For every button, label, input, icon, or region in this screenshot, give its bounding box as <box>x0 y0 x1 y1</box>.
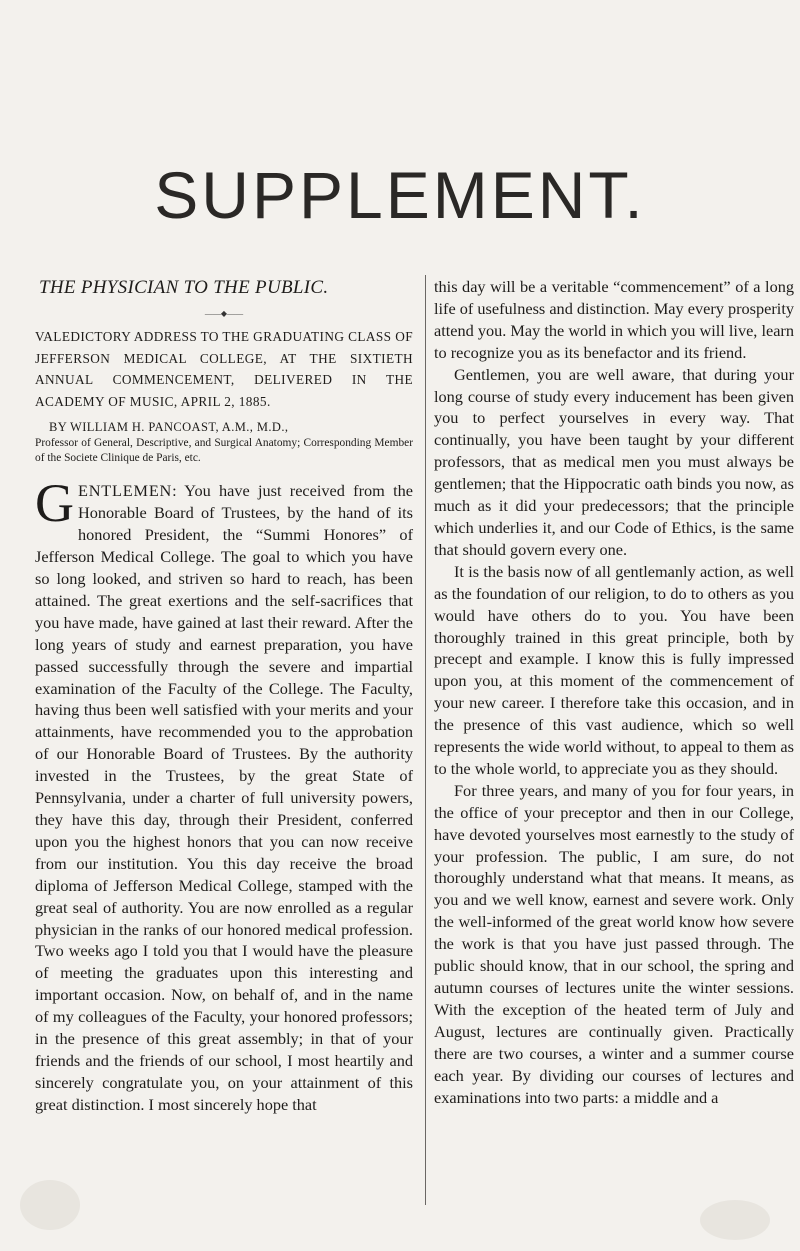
lead-word: ENTLEMEN <box>78 481 173 501</box>
left-column <box>35 276 413 1116</box>
column-divider <box>425 275 426 1205</box>
address-occasion: VALEDICTORY ADDRESS TO THE GRADUATING CLASS OF JEFFERSON MEDICAL COLLEGE, AT THE SIXTIETH ANNUAL COMMENCEMENT, DELIVERED IN THE ACADEMY OF MUSIC, APRIL 2, 1885. <box>35 329 413 409</box>
paper-stain <box>20 1180 80 1230</box>
author-affiliation: Professor of General, Descriptive, and Surgical Anatomy; Corresponding Member of the Societe Clinique de Paris, etc. <box>35 437 413 465</box>
paragraph-golden-rule: It is the basis now of all gentlemanly action, as well as the foundation of our religion, to do to others as you would have others do to you. You have been thoroughly trained in this great principle, both by precept and example. I know this is fully impressed upon you, at this moment of the commencement of your new career. I therefore take this occasion, and in the presence of this vast audience, which so well represents the wide world without, to appeal to them as to the whole world, to appreciate you as they should. <box>434 561 794 778</box>
author-byline: BY WILLIAM H. PANCOAST, A.M., M.D., <box>49 420 289 435</box>
paragraph-study-years: For three years, and many of you for four years, in the office of your preceptor and then in our College, have devoted yourselves most earnestly to the study of your profession. The public, I am sure, do not thoroughly understand what that means. It means, as you and we well know, earnest and severe work. Only the well-informed of the great world know how severe the work is that you have just passed through. The public should know, that in our school, the spring and autumn courses of lectures unite the winter sessions. With the exception of the heated term of July and August, lectures are continually given. Practically there are two courses, a winter and a summer course each year. By dividing our courses of lectures and examinations into two parts: a middle and a <box>434 780 794 1107</box>
paragraph-continuation: this day will be a veritable “commencement” of a long life of usefulness and distinction. May every prosperity attend you. May the world in which you will live, learn to recognize you as its benefactor and its friend. <box>434 277 794 362</box>
paper-stain <box>700 1200 770 1240</box>
drop-cap-letter: G <box>35 473 74 534</box>
article-title: THE PHYSICIAN TO THE PUBLIC. <box>39 277 329 298</box>
paragraph-ethics: Gentlemen, you are well aware, that during your long course of study every inducement has been given you to perfect yourselves in every way. That continually, you have been taught by your different professors, that as medical men you must always be gentlemen; that the Hippocratic oath binds you now, as much as it did your predecessors; that the principle which underlies it, and our Code of Ethics, is the same that should govern every one. <box>434 364 794 559</box>
right-column <box>434 276 794 1108</box>
opening-paragraph <box>35 473 413 1115</box>
title-ornament: ——◆—— <box>204 309 244 318</box>
opening-paragraph-text: : You have just received from the Honorable Board of Trustees, by the hand of its honored President, the “Summi Honores” of Jefferson Medical College. The goal to which you have so long looked, and striven so hard to reach, has been attained. The great exertions and the self-sacrifices that you have made, have gained at last their reward. After the long years of study and earnest preparation, you have passed successfully through the severe and impartial examination of the Faculty of the College. The Faculty, having thus been well satisfied with your merits and your attainments, have recommended you to the approbation of our Honorable Board of Trustees. By the authority invested in the Trustees, by the great State of Pennsylvania, under a charter of full university powers, they have this day, through their President, conferred upon you the highest honors that you can now receive from our institution. You this day receive the broad diploma of Jefferson Medical College, stamped with the great seal of authority. You are now enrolled as a regular physician in the ranks of our honored medical profession. Two weeks ago I told you that I would have the pleasure of meeting the graduates upon this interesting and important occasion. Now, on behalf of, and in the name of my colleagues of the Faculty, your honored professors; in the presence of this great assembly; in that of your friends and the friends of our school, I most heartily and sincerely congratulate you, on your attainment of this great distinction. I most sincerely hope that <box>35 481 413 1114</box>
masthead-title: SUPPLEMENT. <box>154 158 646 232</box>
